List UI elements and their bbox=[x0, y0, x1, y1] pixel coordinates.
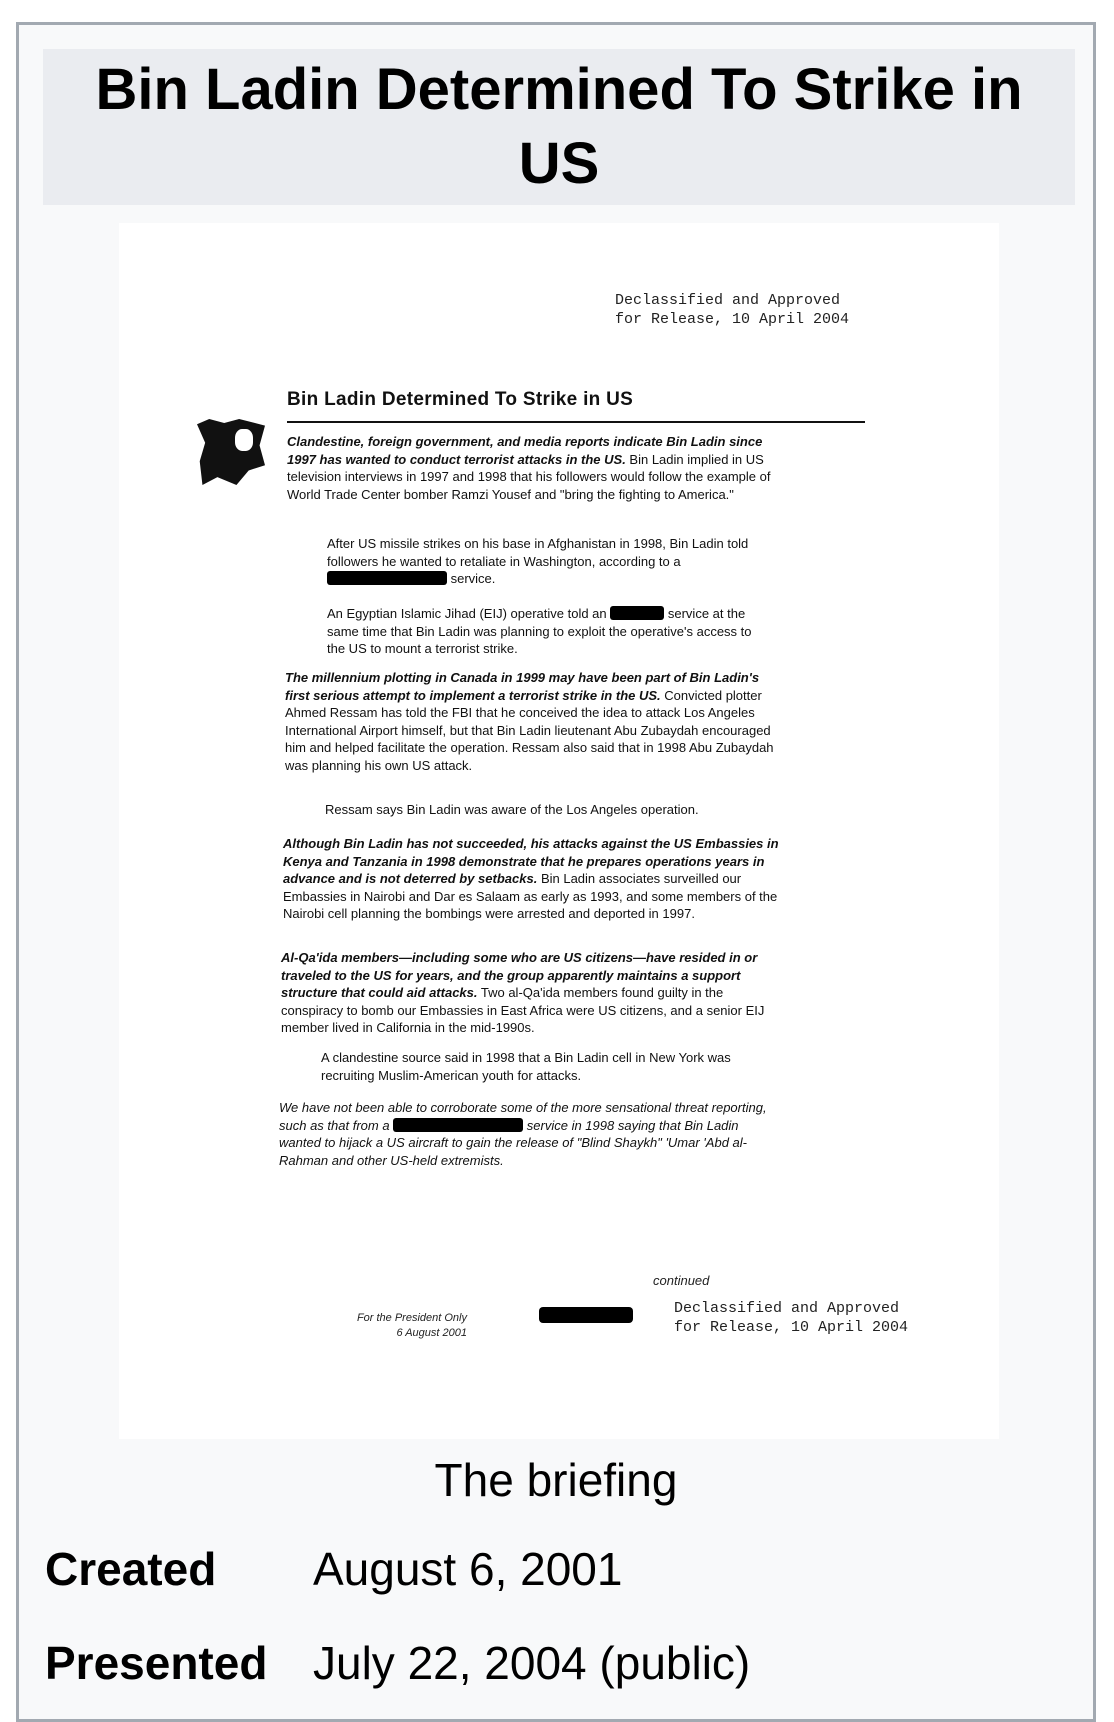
footer-note: For the President Only 6 August 2001 bbox=[356, 1312, 467, 1339]
doc-paragraph-1: Clandestine, foreign government, and media reports indicate Bin Ladin since 1997 has wanted to conduct terrorist attacks in the US. Bin Ladin implied in US television interviews in 1997 and 1998 that his followers would follow the example of World Trade Center bomber Ramzi Yousef and "bring the fighting to America." bbox=[287, 434, 771, 502]
doc-paragraph-7: Al-Qa'ida members—including some who are US citizens—have resided in or traveled to the US for years, and the group apparently maintains a support structure that could aid attacks. Two al-Qa'ida members found guilty in the conspiracy to bomb our Embassies in East Africa were US citizens, and a senior EIJ member lived in California in the mid-1990s. bbox=[281, 950, 765, 1035]
agency-emblem-icon bbox=[197, 419, 265, 485]
row-label: Created bbox=[45, 1543, 217, 1595]
doc-paragraph-2: After US missile strikes on his base in Afghanistan in 1998, Bin Ladin told followers he wanted to retaliate in Washington, according to a service. bbox=[327, 536, 749, 586]
heading-rule bbox=[287, 421, 865, 423]
doc-paragraph-8: A clandestine source said in 1998 that a Bin Ladin cell in New York was recruiting Muslim-American youth for attacks. bbox=[321, 1050, 731, 1083]
row-value: August 6, 2001 bbox=[313, 1543, 623, 1595]
infobox-title: Bin Ladin Determined To Strike in US bbox=[43, 49, 1075, 205]
infobox-row-presented bbox=[45, 1633, 1085, 1693]
declassified-stamp-bottom: Declassified and Approved for Release, 10 April 2004 bbox=[674, 1300, 909, 1336]
infobox bbox=[16, 22, 1096, 1722]
declassified-stamp-top: Declassified and Approved for Release, 10 April 2004 bbox=[615, 292, 850, 328]
briefing-document-image[interactable] bbox=[119, 223, 999, 1439]
image-caption: The briefing bbox=[434, 1454, 678, 1506]
redaction-bar bbox=[393, 1118, 523, 1132]
redaction-bar bbox=[327, 571, 447, 585]
doc-paragraph-9: We have not been able to corroborate some of the more sensational threat reporting, such as that from a service in 1998 saying that Bin Ladin wanted to hijack a US aircraft to gain the release of "Blind Shaykh" 'Umar 'Abd al-Rahman and other US-held extremists. bbox=[279, 1100, 767, 1168]
continued-label: continued bbox=[653, 1273, 710, 1288]
doc-paragraph-4: The millennium plotting in Canada in 1999 may have been part of Bin Ladin's first serious attempt to implement a terrorist strike in the US. Convicted plotter Ahmed Ressam has told the FBI that he conceived the idea to attack Los Angeles International Airport himself, but that Bin Ladin lieutenant Abu Zubaydah encouraged him and helped facilitate the operation. Ressam also said that in 1998 Abu Zubaydah was planning his own US attack. bbox=[285, 670, 774, 773]
redaction-bar bbox=[610, 606, 664, 620]
row-value: July 22, 2004 (public) bbox=[313, 1637, 751, 1689]
document-heading: Bin Ladin Determined To Strike in US bbox=[287, 389, 634, 410]
doc-paragraph-3: An Egyptian Islamic Jihad (EIJ) operative told an service at the same time that Bin Ladin was planning to exploit the operative's access to the US to mount a terrorist strike. bbox=[327, 606, 752, 656]
infobox-row-created bbox=[45, 1539, 1085, 1599]
doc-paragraph-6: Although Bin Ladin has not succeeded, his attacks against the US Embassies in Kenya and Tanzania in 1998 demonstrate that he prepares operations years in advance and is not deterred by setbacks. Bin Ladin associates surveilled our Embassies in Nairobi and Dar es Salaam as early as 1993, and some members of the Nairobi cell planning the bombings were arrested and deported in 1997. bbox=[283, 836, 779, 921]
footer-redaction-bar bbox=[539, 1307, 633, 1323]
doc-paragraph-5: Ressam says Bin Ladin was aware of the Los Angeles operation. bbox=[325, 802, 699, 817]
row-label: Presented bbox=[45, 1637, 268, 1689]
